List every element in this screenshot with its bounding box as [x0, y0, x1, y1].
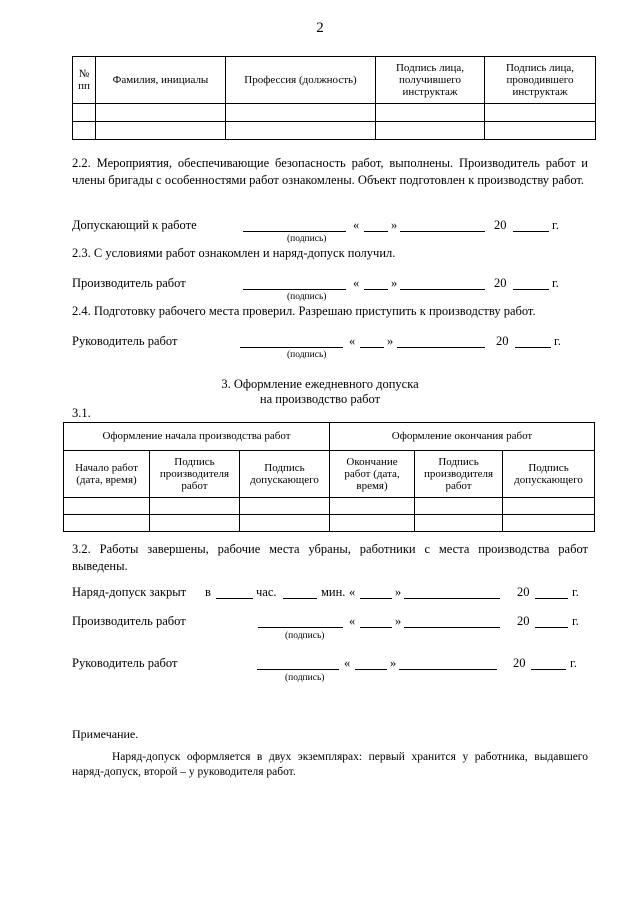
col-end-foreman-signature: Подпись производителя работ: [415, 451, 503, 498]
hour-label: час.: [256, 585, 277, 599]
year-line: [531, 669, 566, 670]
supervisor-signature-line: [240, 347, 343, 348]
briefing-table: [72, 56, 596, 140]
supervisor-label: Руководитель работ: [72, 334, 178, 348]
year-line: [535, 598, 568, 599]
supervisor-label: Руководитель работ: [72, 656, 178, 670]
century: 20: [496, 334, 509, 348]
year-line: [515, 347, 551, 348]
group-start: Оформление начала производства работ: [64, 423, 330, 451]
century: 20: [494, 218, 507, 232]
foreman-label: Производитель работ: [72, 614, 186, 628]
foreman-label: Производитель работ: [72, 276, 186, 290]
foreman-signature-line: [243, 289, 346, 290]
year-line: [535, 627, 568, 628]
quote-close: »: [391, 276, 398, 290]
permit-closed-label: Наряд-допуск закрыт: [72, 585, 187, 599]
year-line: [513, 289, 549, 290]
col-profession: Профессия (должность): [226, 57, 376, 104]
col-start-time: Начало работ (дата, время): [64, 451, 150, 498]
day-line: [355, 669, 387, 670]
year-suffix: г.: [554, 334, 561, 348]
col-end-time: Окончание работ (дата, время): [330, 451, 415, 498]
signature-caption: (подпись): [285, 673, 325, 683]
month-line: [400, 289, 485, 290]
century: 20: [513, 656, 526, 670]
signature-caption: (подпись): [285, 631, 325, 641]
quote-open: «: [353, 218, 360, 232]
group-header-row: [64, 423, 595, 451]
year-suffix: г.: [552, 276, 559, 290]
section-3-title: 3. Оформление ежедневного допуска: [221, 377, 419, 391]
note-text: Наряд-допуск оформляется в двух экземплярах: первый хранится у работника, выдавшего наряд-допуск, второй – у руководителя работ.: [72, 751, 588, 778]
minute-label: мин.: [321, 585, 346, 599]
century: 20: [517, 614, 530, 628]
year-suffix: г.: [572, 614, 579, 628]
quote-close: »: [395, 585, 402, 599]
century: 20: [494, 276, 507, 290]
day-line: [364, 289, 388, 290]
col-start-foreman-signature: Подпись производителя работ: [150, 451, 240, 498]
admitter-signature-line: [243, 231, 346, 232]
briefing-table-header-row: [73, 57, 596, 104]
quote-open: «: [344, 656, 351, 670]
col-conducted-signature: Подпись лица, проводившего инструктаж: [485, 57, 596, 104]
month-line: [404, 627, 500, 628]
page-number: 2: [316, 20, 324, 36]
table-row: [73, 122, 596, 140]
group-end: Оформление окончания работ: [330, 423, 595, 451]
col-received-signature: Подпись лица, получившего инструктаж: [376, 57, 485, 104]
month-line: [400, 231, 485, 232]
at-label: в: [205, 585, 211, 599]
daily-admission-table: [63, 422, 595, 532]
section-3-subtitle: на производство работ: [259, 392, 381, 406]
century: 20: [517, 585, 530, 599]
minute-line: [283, 598, 317, 599]
month-line: [399, 669, 497, 670]
quote-close: »: [395, 614, 402, 628]
quote-open: «: [349, 334, 356, 348]
section-2-3-text: 2.3. С условиями работ ознакомлен и наряд-допуск получил.: [72, 246, 396, 260]
quote-close: »: [390, 656, 397, 670]
supervisor-signature-line: [257, 669, 339, 670]
day-line: [360, 347, 384, 348]
month-line: [397, 347, 485, 348]
section-2-2-text: 2.2. Мероприятия, обеспечивающие безопасность работ, выполнены. Производитель работ и члены бригады с особенностями работ ознакомлены. Объект подготовлен к производству работ.: [72, 156, 588, 187]
year-suffix: г.: [570, 656, 577, 670]
day-line: [364, 231, 388, 232]
table-row: [64, 515, 595, 532]
admitter-label: Допускающий к работе: [72, 218, 197, 232]
col-end-admitter-signature: Подпись допускающего: [503, 451, 595, 498]
signature-caption: (подпись): [287, 292, 327, 302]
signature-caption: (подпись): [287, 350, 327, 360]
signature-caption: (подпись): [287, 234, 327, 244]
day-line: [360, 598, 392, 599]
year-suffix: г.: [552, 218, 559, 232]
col-number: № пп: [73, 57, 96, 104]
day-line: [360, 627, 392, 628]
quote-close: »: [391, 218, 398, 232]
col-start-admitter-signature: Подпись допускающего: [240, 451, 330, 498]
quote-close: »: [387, 334, 394, 348]
section-3-2-text: 3.2. Работы завершены, рабочие места убраны, работники с места производства работ выведены.: [72, 542, 588, 573]
section-2-4-text: 2.4. Подготовку рабочего места проверил. Разрешаю приступить к производству работ.: [72, 304, 536, 318]
year-line: [513, 231, 549, 232]
year-suffix: г.: [572, 585, 579, 599]
table-row: [64, 498, 595, 515]
quote-open: «: [349, 585, 356, 599]
hour-line: [216, 598, 253, 599]
month-line: [404, 598, 500, 599]
quote-open: «: [349, 614, 356, 628]
foreman-signature-line: [258, 627, 343, 628]
col-name: Фамилия, инициалы: [96, 57, 226, 104]
column-header-row: [64, 451, 595, 498]
table-row: [73, 104, 596, 122]
note-title: Примечание.: [72, 727, 139, 741]
quote-open: «: [353, 276, 360, 290]
section-3-1-label: 3.1.: [72, 406, 91, 420]
